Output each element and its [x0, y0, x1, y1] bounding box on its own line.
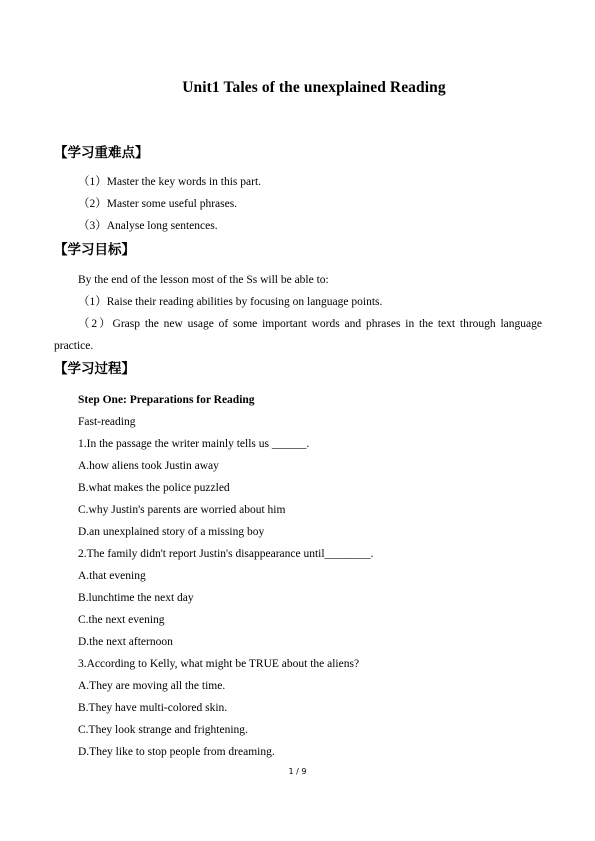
document-title: Unit1 Tales of the unexplained Reading [182, 79, 446, 96]
answer-option: D.the next afternoon [78, 636, 173, 648]
objectives-intro: By the end of the lesson most of the Ss will be able to: [78, 274, 329, 286]
answer-option: C.why Justin's parents are worried about him [78, 504, 286, 516]
page-number: 1 / 9 [288, 767, 307, 776]
answer-option: C.They look strange and frightening. [78, 724, 248, 736]
key-point-item: （1）Master the key words in this part. [78, 176, 262, 188]
section-heading-objectives: 【学习目标】 [54, 242, 135, 258]
answer-option: A.that evening [78, 570, 146, 582]
answer-option: B.what makes the police puzzled [78, 482, 230, 494]
objective-item: （2）Grasp the new usage of some important words and phrases in the text through language [78, 318, 542, 330]
answer-option: A.how aliens took Justin away [78, 460, 219, 472]
objective-item: （1）Raise their reading abilities by focusing on language points. [78, 296, 383, 308]
answer-option: D.They like to stop people from dreaming. [78, 746, 275, 758]
answer-option: A.They are moving all the time. [78, 680, 226, 692]
answer-option: C.the next evening [78, 614, 165, 626]
key-point-item: （3）Analyse long sentences. [78, 220, 218, 232]
question-text: 1.In the passage the writer mainly tells us ______. [78, 438, 310, 450]
answer-option: B.They have multi-colored skin. [78, 702, 228, 714]
section-heading-process: 【学习过程】 [54, 361, 135, 377]
step-subtitle: Fast-reading [78, 416, 136, 428]
question-text: 3.According to Kelly, what might be TRUE about the aliens? [78, 658, 360, 670]
answer-option: B.lunchtime the next day [78, 592, 194, 604]
key-point-item: （2）Master some useful phrases. [78, 198, 238, 210]
objective-item-continued: practice. [54, 340, 94, 352]
answer-option: D.an unexplained story of a missing boy [78, 526, 265, 538]
step-title: Step One: Preparations for Reading [78, 394, 255, 406]
section-heading-key-points: 【学习重难点】 [54, 145, 149, 161]
question-text: 2.The family didn't report Justin's disappearance until________. [78, 548, 374, 560]
